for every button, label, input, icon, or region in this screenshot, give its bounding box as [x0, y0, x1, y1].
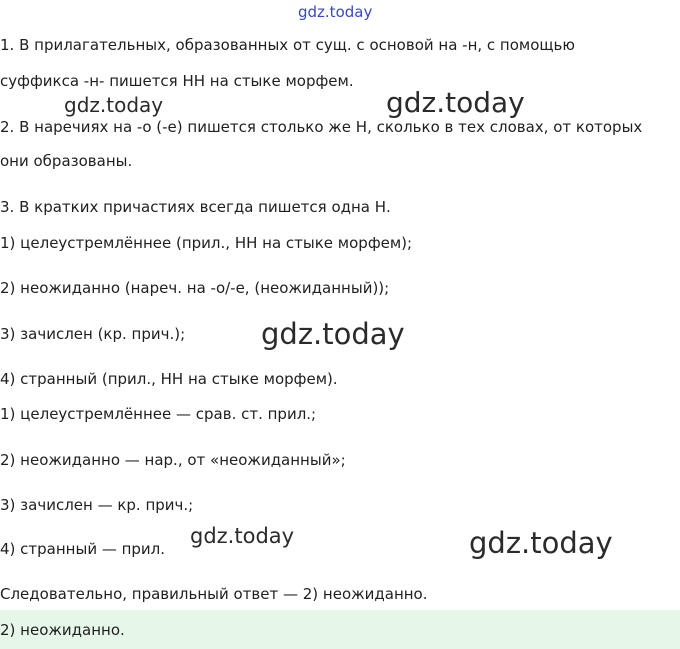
- analysis-item: 4) странный (прил., НН на стыке морфем).: [0, 370, 338, 388]
- answer-text: 2) неожиданно.: [0, 621, 125, 639]
- watermark-top: gdz.today: [298, 3, 373, 21]
- watermark: gdz.today: [64, 93, 164, 117]
- analysis-item: 1) целеустремлённее (прил., НН на стыке морфем);: [0, 234, 413, 252]
- rule-line: суффикса -н- пишется НН на стыке морфем.: [0, 72, 354, 90]
- summary-item: 3) зачислен — кр. прич.;: [0, 496, 194, 514]
- summary-item: 1) целеустремлённее — срав. ст. прил.;: [0, 405, 317, 423]
- summary-item: 4) странный — прил.: [0, 540, 166, 558]
- rule-line: они образованы.: [0, 152, 133, 170]
- watermark: gdz.today: [386, 86, 525, 119]
- rule-line: 1. В прилагательных, образованных от сущ. с основой на -н, с помощью: [0, 36, 575, 54]
- summary-item: 2) неожиданно — нар., от «неожиданный»;: [0, 451, 346, 469]
- conclusion: Следовательно, правильный ответ — 2) неожиданно.: [0, 585, 428, 603]
- analysis-item: 2) неожиданно (нареч. на -о/-е, (неожиданный));: [0, 279, 390, 297]
- watermark: gdz.today: [469, 526, 613, 560]
- analysis-item: 3) зачислен (кр. прич.);: [0, 325, 186, 343]
- rule-line: 3. В кратких причастиях всегда пишется одна Н.: [0, 198, 391, 216]
- watermark: gdz.today: [190, 524, 295, 548]
- watermark: gdz.today: [261, 317, 405, 351]
- rule-line: 2. В наречиях на -о (-е) пишется столько же Н, сколько в тех словах, от которых: [0, 118, 643, 136]
